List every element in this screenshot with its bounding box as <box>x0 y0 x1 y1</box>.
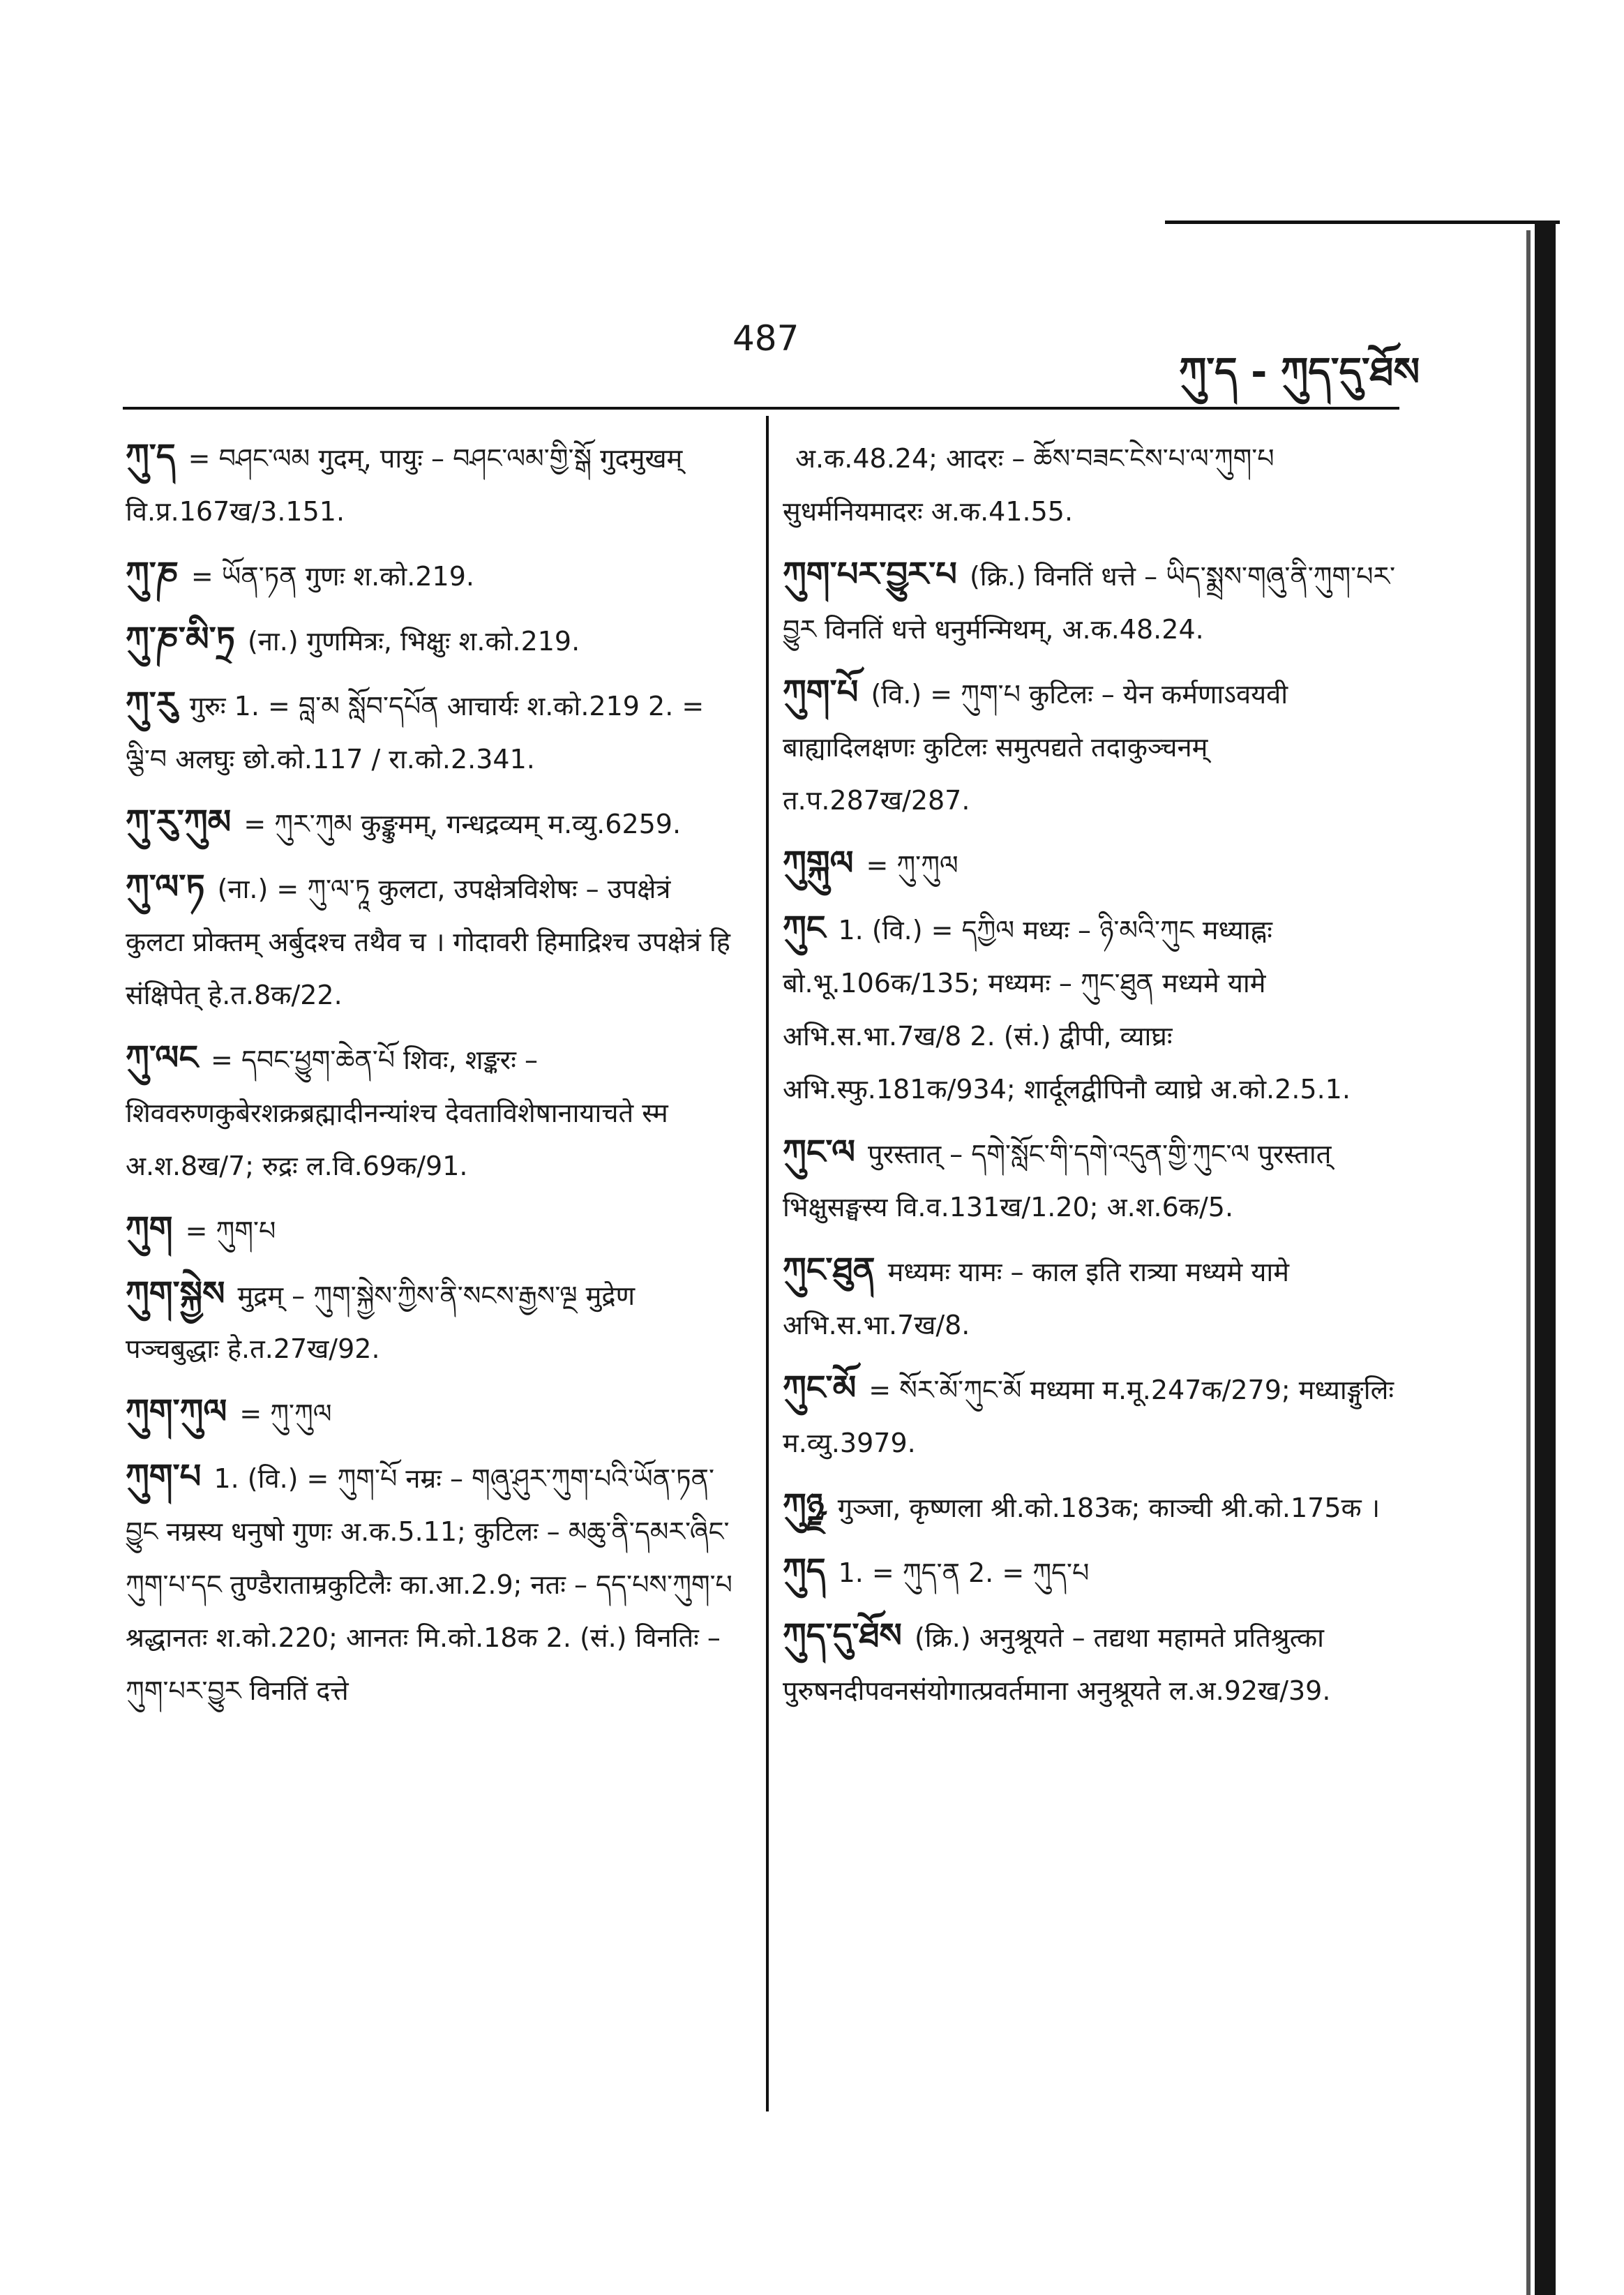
entry-headword: ཀུ་རུ་ཀུམ <box>126 802 232 842</box>
entry-headword: ཀུ་ཎ <box>126 555 179 594</box>
dictionary-entry <box>783 1126 1397 1234</box>
dictionary-entry <box>783 902 1397 1116</box>
right-column <box>783 430 1397 1727</box>
entry-headword: ཀུག་པོ <box>783 673 859 712</box>
entry-text: अ.क.48.24; आदरः – ཆོས་བཟང་ངེས་པ་ལ་ཀུག་པ सुधर्मनियमादरः अ.क.41.55. <box>783 443 1275 527</box>
entry-text: = ཀུ་ཀུལ <box>866 850 958 881</box>
dictionary-entry <box>126 613 732 668</box>
entry-text: गुरुः 1. = བླ་མ སློབ་དཔོན आचार्यः श.को.219 2. = ལྕི་བ अलघुः छो.को.117 / रा.को.2.341. <box>126 691 705 775</box>
dictionary-entry <box>783 1544 1397 1599</box>
dictionary-entry <box>783 1609 1397 1717</box>
dictionary-entry <box>126 1031 732 1193</box>
entry-headword: ཀུགྐུལ <box>783 844 854 883</box>
entry-text: पुरस्तात् – དགེ་སློང་གི་དགེ་འདུན་གྱི་ཀུང་ལ पुरस्तात् भिक्षुसङ्घस्य वि.व.131ख/1.20; अ.श.6क/5. <box>783 1139 1332 1223</box>
entry-text: = བཤང་ལམ गुदम्, पायुः – བཤང་ལམ་གྱི་སྒོ गुदमुखम् वि.प्र.167ख/3.151. <box>126 443 683 527</box>
entry-headword: ཀུག་པ <box>126 1457 202 1496</box>
entry-text: (क्रि.) विनतिं धत्ते – ཡིད་སྨྲས་གཞུ་ནི་ཀུག་པར་བྱུར विनतिं धत्ते धनुर्मन्मिथम्, अ.क.48.24. <box>783 561 1396 645</box>
entry-text: = ཀུ་ཀུལ <box>239 1398 332 1429</box>
entry-text: = དབང་ཕྱུག་ཆེན་པོ शिवः, शङ्करः – शिववरुणकुबेरशक्रब्रह्मादीनन्यांश्च देवताविशेषानायाचते स्म अ.श.8ख/7; रुद्रः ल.वि.69क/91. <box>126 1045 668 1181</box>
dictionary-entry <box>783 548 1397 656</box>
dictionary-entry <box>126 1202 732 1257</box>
entry-headword: ཀུང་ལ <box>783 1132 856 1172</box>
dictionary-entry <box>783 430 1397 538</box>
dictionary-entry <box>126 430 732 538</box>
entry-headword: ཀུང <box>783 909 826 948</box>
dictionary-entry <box>126 1450 732 1717</box>
entry-headword: ཀུ་ལ་ཏ <box>126 867 205 906</box>
entry-headword: ཀུད་དུ་ཐོས <box>783 1616 902 1655</box>
dictionary-entry <box>783 1361 1397 1470</box>
header-rule <box>123 407 1399 410</box>
entry-headword: ཀུག་སྐྱེས <box>126 1274 225 1313</box>
dictionary-entry <box>783 666 1397 827</box>
entry-text: = ཀུག་པ <box>185 1216 276 1246</box>
entry-text: (ना.) गुणमित्रः, भिक्षुः श.को.219. <box>248 626 580 657</box>
running-head: ཀུ་ད - ཀུད་དུ་ཐོས <box>1179 350 1420 395</box>
entry-headword: ཀུ་ཎ་མི་ཏྲ <box>126 620 236 659</box>
dictionary-entry <box>126 1385 732 1440</box>
entry-headword: ཀུང་ཐུན <box>783 1250 875 1289</box>
entry-text: 1. (वि.) = དཀྱིལ मध्यः – ཉི་མའི་ཀུང मध्याह्नः बो.भू.106क/135; मध्यमः – ཀུང་ཐུན मध्यमे यामे अभि.स.भा.7ख/8 2. (सं.) द्वीपी, व्याघ्रः अभि.स्फु.181क/934; शार्दूलद्वीपिनौ व्याघ्रे अ.को.2.5.1. <box>783 915 1351 1105</box>
entry-headword: ཀུག་ཀུལ <box>126 1392 227 1431</box>
entry-headword: ཀུག <box>126 1209 173 1248</box>
entry-text: (ना.) = ཀུ་ལ་ཏཱ कुलटा, उपक्षेत्रविशेषः – उपक्षेत्रं कुलटा प्रोक्तम् अर्बुदश्च तथैव च । गोदावरी हिमाद्रिश्च उपक्षेत्रं हि संक्षिपेत् हे.त.8क/22. <box>126 874 730 1010</box>
entry-headword: ཀུ་རུ <box>126 685 177 724</box>
entry-headword: ཀུག་པར་བྱུར་པ <box>783 555 957 594</box>
dictionary-entry <box>783 1479 1397 1534</box>
page-edge-line <box>1526 230 1531 2295</box>
dictionary-entry <box>126 1267 732 1375</box>
column-divider <box>766 416 769 2111</box>
entry-headword: ཀུ་ལང <box>126 1038 199 1077</box>
left-column <box>126 430 732 1727</box>
entry-headword: ཀུང་མོ <box>783 1368 857 1407</box>
dictionary-entry <box>126 548 732 603</box>
entry-text: = སོར་མོ་ཀུང་མོ मध्यमा म.मू.247क/279; मध्याङ्गुलिः म.व्यु.3979. <box>783 1375 1394 1458</box>
entry-text: (क्रि.) अनुश्रूयते – तद्यथा महामते प्रतिश्रुत्का पुरुषनदीपवनसंयोगात्प्रवर्तमाना अनुश्रूयते ल.अ.92ख/39. <box>783 1622 1331 1706</box>
entry-text: = ཀུར་ཀུམ कुङ्कुमम्, गन्धद्रव्यम् म.व्यु.6259. <box>243 809 682 839</box>
entry-text: 1. (वि.) = ཀུག་པོ नम्रः – གཞུ་ཤུར་ཀུག་པའི་ཡོན་ཏན་བྱུང नम्रस्य धनुषो गुणः अ.क.5.11; कुटिलः – མཆུ་ནི་དམར་ཞིང་ཀུག་པ་དང तुण्डैराताम्रकुटिलैः का.आ.2.9; नतः – དད་པས་ཀུག་པ श्रद्धानतः श.को.220; आनतः मि.को.18क 2. (सं.) विनतिः – ཀུག་པར་བྱུར विनतिं दत्ते <box>126 1463 732 1706</box>
entry-headword: ཀུ་ད <box>126 437 176 476</box>
entry-text: = ཡོན་ཏན गुणः श.को.219. <box>190 561 474 592</box>
dictionary-entry <box>126 860 732 1022</box>
entry-text: गुञ्जा, कृष्णला श्री.को.183क; काञ्ची श्री.को.175क । <box>837 1493 1381 1523</box>
entry-text: 1. = ཀུད་ན 2. = ཀུད་པ <box>838 1557 1090 1588</box>
entry-text: मुद्रम् – ཀུག་སྐྱེས་ཀྱིས་ནི་སངས་རྒྱས་ལྔ मुद्रेण पञ्चबुद्धाः हे.त.27ख/92. <box>126 1280 636 1364</box>
entry-text: मध्यमः यामः – काल इति रात्र्या मध्यमे यामे अभि.स.भा.7ख/8. <box>783 1257 1289 1340</box>
dictionary-entry <box>783 1243 1397 1352</box>
entry-headword: ཀུཉྫ <box>783 1486 825 1525</box>
dictionary-entry <box>126 795 732 851</box>
dictionary-entry <box>783 837 1397 892</box>
entry-text: (वि.) = ཀུག་པ कुटिलः – येन कर्मणाऽवयवी बाह्यादिलक्षणः कुटिलः समुत्पद्यते तदाकुञ्चनम् त.प.287ख/287. <box>783 679 1288 816</box>
page-number: 487 <box>732 318 799 359</box>
dictionary-entry <box>126 678 732 786</box>
entry-headword: ཀུད <box>783 1551 826 1590</box>
page-edge-shadow <box>1535 220 1556 2295</box>
top-border-line <box>1165 220 1560 224</box>
